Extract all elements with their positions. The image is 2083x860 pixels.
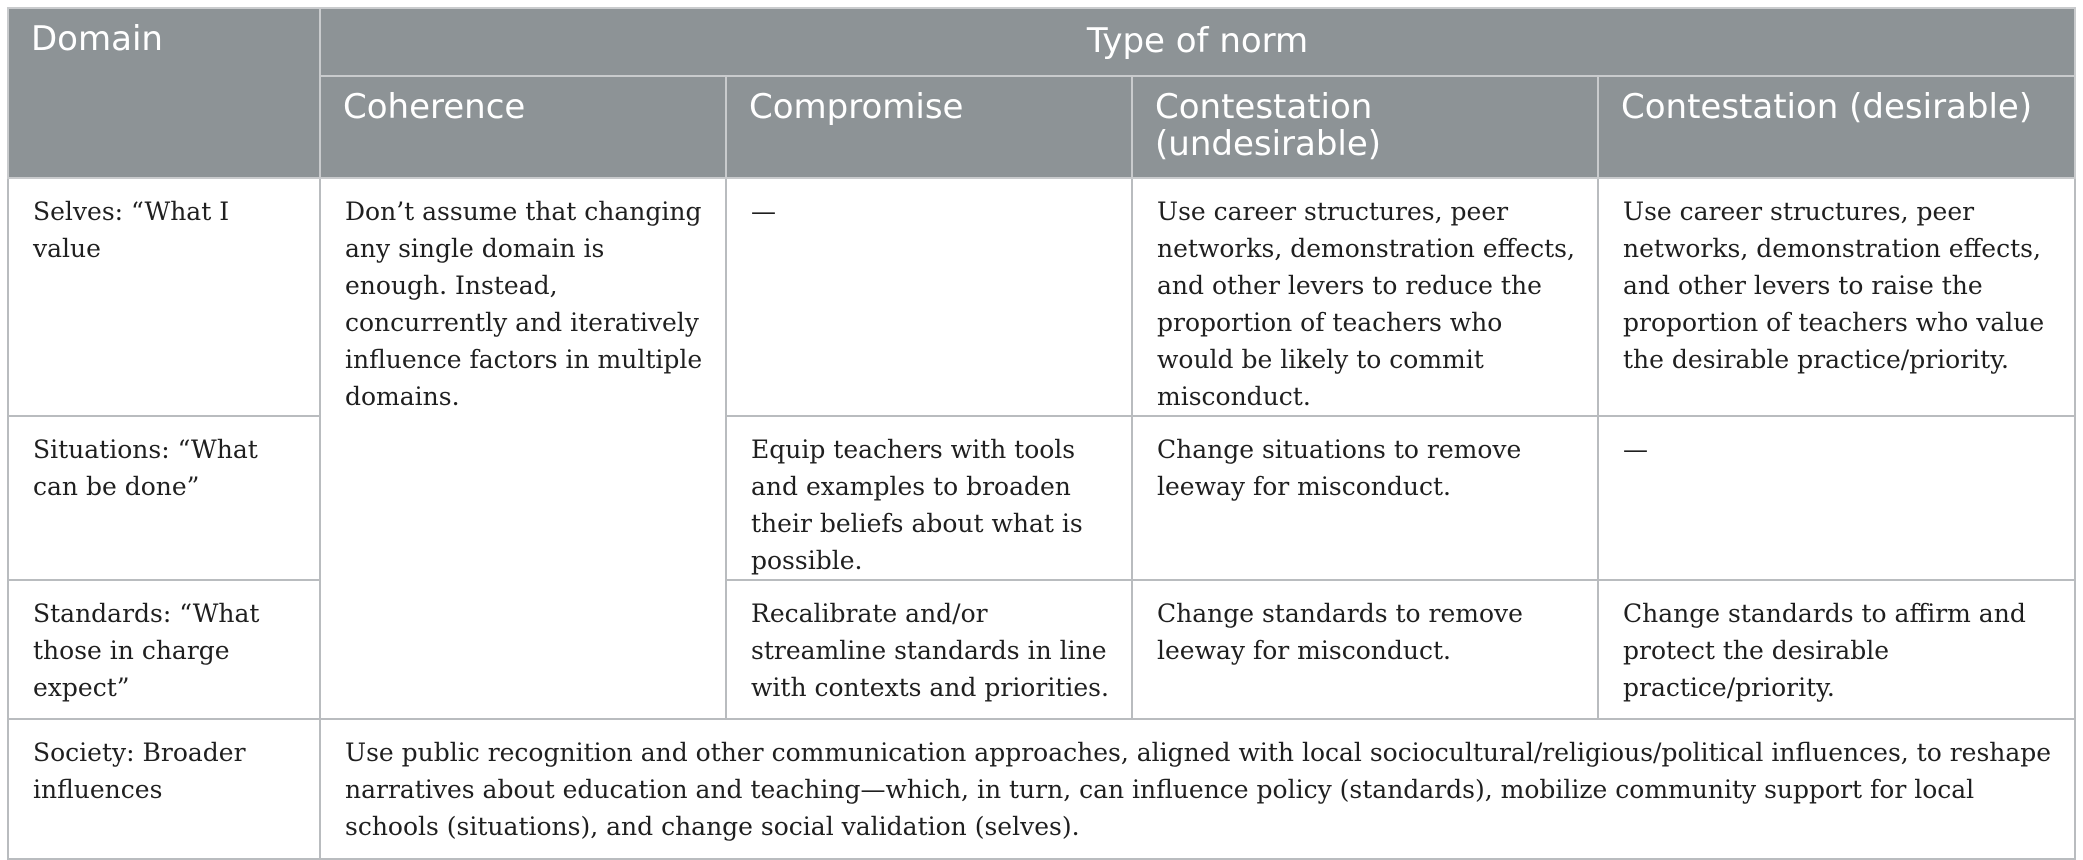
domain-cell-society: Society: Broader influences	[8, 719, 320, 859]
domain-cell-selves: Selves: “What I value	[8, 178, 320, 416]
domain-cell-situations: Situations: “What can be done”	[8, 416, 320, 580]
contestation-undesirable-cell-situations: Change situations to remove leeway for misconduct.	[1132, 416, 1598, 580]
compromise-column-header: Compromise	[726, 76, 1132, 178]
contestation-undesirable-cell-selves: Use career structures, peer networks, demonstration effects, and other levers to reduce the proportion of teachers who would be likely to commit misconduct.	[1132, 178, 1598, 416]
compromise-cell-standards: Recalibrate and/or streamline standards in line with contexts and priorities.	[726, 580, 1132, 719]
compromise-cell-situations: Equip teachers with tools and examples to broaden their beliefs about what is possible.	[726, 416, 1132, 580]
domain-column-header: Domain	[8, 8, 320, 178]
contestation-undesirable-column-header: Contestation (undesirable)	[1132, 76, 1598, 178]
contestation-undesirable-cell-standards: Change standards to remove leeway for misconduct.	[1132, 580, 1598, 719]
contestation-desirable-cell-situations: —	[1598, 416, 2075, 580]
header-row-top	[8, 8, 2075, 76]
society-all-types-cell: Use public recognition and other communication approaches, aligned with local sociocultural/religious/political influences, to reshape narratives about education and teaching—which, in turn, can influence policy (standards), mobilize community support for local schools (situations), and change social validation (selves).	[320, 719, 2075, 859]
contestation-desirable-cell-standards: Change standards to affirm and protect the desirable practice/priority.	[1598, 580, 2075, 719]
domain-cell-standards: Standards: “What those in charge expect”	[8, 580, 320, 719]
coherence-cell: Don’t assume that changing any single domain is enough. Instead, concurrently and iteratively influence factors in multiple domains.	[320, 178, 726, 719]
contestation-desirable-column-header: Contestation (desirable)	[1598, 76, 2075, 178]
contestation-desirable-cell-selves: Use career structures, peer networks, demonstration effects, and other levers to raise the proportion of teachers who value the desirable practice/priority.	[1598, 178, 2075, 416]
table-row-standards	[8, 580, 2075, 719]
table-row-society	[8, 719, 2075, 859]
norms-table	[7, 7, 2076, 860]
coherence-column-header: Coherence	[320, 76, 726, 178]
table-row-situations	[8, 416, 2075, 580]
table-row-selves	[8, 178, 2075, 416]
compromise-cell-selves: —	[726, 178, 1132, 416]
type-of-norm-header: Type of norm	[320, 8, 2075, 76]
